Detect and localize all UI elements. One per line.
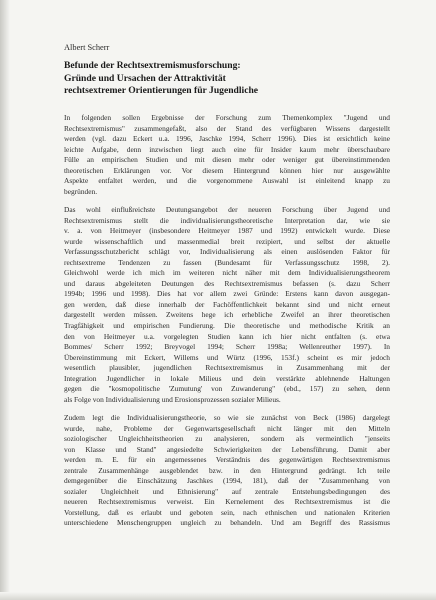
text-line: werden m. E. für ein angemessenes Verständnis des gegenwärtigen Rechtsextremismus (64, 455, 390, 465)
text-line: Rechtsextremismus stellt die individualisierungstheoretische Interpretation dar, wie sie (64, 215, 390, 225)
text-line: neueren Rechtsextremismus verweist. Ein Kernelement des Rechtsextremismus ist die (64, 497, 390, 507)
text-line: wurde wissenschaftlich und massenmedial breit rezipiert, und selbst der aktuelle (64, 236, 390, 246)
page-shadow-left (0, 0, 10, 600)
text-line: Das wohl einflußreichste Deutungsangebot der neueren Forschung über Jugend und (64, 205, 390, 214)
text-line: von Klasse und Stand" angesiedelte Schwierigkeiten der Lebensführung. Damit aber (64, 444, 390, 454)
text-line: Integration Jugendlicher in lokale Milieus und dein verstärkte ablehnende Haltungen (64, 373, 390, 383)
paragraph-introduction (64, 113, 390, 197)
text-line: Tragfähigkeit und empirischen Fundierung. Die theoretische und methodische Kritik an (64, 321, 390, 331)
author-name: Albert Scherr (64, 43, 110, 52)
text-line: wurde, nahe, Probleme der Gegenwartsgesellschaft nicht länger mit den Mitteln (64, 423, 390, 433)
text-line: wesentlich plausibler, jugendlichen Rechtsextremismus in Zusammenhang mit der (64, 363, 390, 373)
text-line: und daraus abgeleiteten Deutungen des Rechtsextremismus befassen (s. dazu Scherr (64, 278, 390, 288)
text-line: Aspekte entfaltet werden, und die vorgenommene Auswahl ist einleitend knapp zu (64, 176, 390, 186)
text-line: demgegenüber die Einschätzung Jaschkes (1994, 181), daß der "Zusammenhang von (64, 476, 390, 486)
text-line: den von Heitmeyer u.a. vorgelegten Studien kann ich hier nicht entfalten (s. etwa (64, 331, 390, 341)
title-line: Gründe und Ursachen der Attraktivität (64, 72, 226, 84)
text-line: Übereinstimmung mit Eckert, Willems und Würtz (1996, 153f.) scheint es mir jedoch (64, 352, 390, 362)
text-line: werden (vgl. dazu Eckert u.a. 1996, Jaschke 1994, Scherr 1996). Dies ist ersichtlich keine (64, 134, 390, 144)
text-line: rechtsextreme Tendenzen zu fassen (Bundesamt für Verfassungsschutz 1998, 2). (64, 257, 390, 267)
text-line: theoretischen Erklärungen vor. Vor diesem Hintergrund können hier nur ausgewählte (64, 165, 390, 175)
text-line: begründen. (64, 186, 98, 196)
text-line: Rechtsextremismus" zusammengefaßt, also der Stand des verfügbaren Wissens dargestellt (64, 123, 390, 133)
text-line: zentrale Zusammenhänge ausgeblendet bzw. in den Hintergrund gedrängt. Ich teile (64, 465, 390, 475)
text-line: Vorstellung, daß es erlaubt und geboten sein, nach ethnischen und nationalen Kriterien (64, 507, 390, 517)
text-line: leichte Aufgabe, denn inzwischen liegt auch eine für Insider kaum mehr überschaubare (64, 144, 390, 154)
text-line: dargestellt werden müssen. Zweitens hege ich erhebliche Zweifel an ihrer theoretischen (64, 310, 390, 320)
text-line: In folgenden sollen Ergebnisse der Forschung zum Themenkomplex "Jugend und (64, 113, 390, 122)
text-line: v. a. von Heitmeyer (insbesondere Heitmeyer 1987 und 1992) entwickelt wurde. Diese (64, 226, 390, 236)
article-title (64, 60, 384, 98)
text-line: Gleichwohl werde ich mich im weiteren nicht näher mit dem Individualisierungstheorem (64, 268, 390, 278)
text-line: gen werden, daß diese innerhalb der Fachöffentlichkeit bekannt sind und nicht erneut (64, 299, 390, 309)
text-line: Bommes/ Scherr 1992; Breyvogel 1994; Scherr 1998a; Wellenreuther 1997). In (64, 342, 390, 352)
text-line: 1994b; 1996 und 1998). Dies hat vor allem zwei Gründe: Erstens kann davon ausgegan- (64, 289, 390, 299)
text-line: soziologischer Ungleichheitstheorien zu analysieren, sondern als vermeintlich "jenseits (64, 434, 390, 444)
text-line: unterschiedene Menschengruppen ungleich zu behandeln. Und am Begriff des Rassismus (64, 518, 390, 528)
page-shadow-bottom (0, 592, 436, 600)
text-line: Zudem legt die Individualisierungstheorie, so wie sie zunächst von Beck (1986) dargelegt (64, 413, 390, 422)
text-line: sozialer Ungleichheit und Ethnisierung" auf zentrale Entstehungsbedingungen des (64, 486, 390, 496)
paragraph-inequality (64, 413, 390, 529)
text-line: gegen die "kosmopolitische 'Zumutung' von Zuwanderung" (ebd., 157) zu sehen, denn (64, 384, 390, 394)
text-line: als Folge von Individualisierung und Erosionsprozessen sozialer Milieus. (64, 394, 281, 404)
title-line: Befunde der Rechtsextremismusforschung: (64, 60, 241, 71)
paragraph-individualization (64, 205, 390, 405)
title-line: rechtsextremer Orientierungen für Jugendliche (64, 85, 259, 96)
text-line: Fülle an empirischen Studien und mit diesen mehr oder weniger gut übereinstimmenden (64, 155, 390, 165)
text-line: Verfassungsschutzbericht schlägt vor, Individualisierung als einen auslösenden Faktor für (64, 247, 390, 257)
